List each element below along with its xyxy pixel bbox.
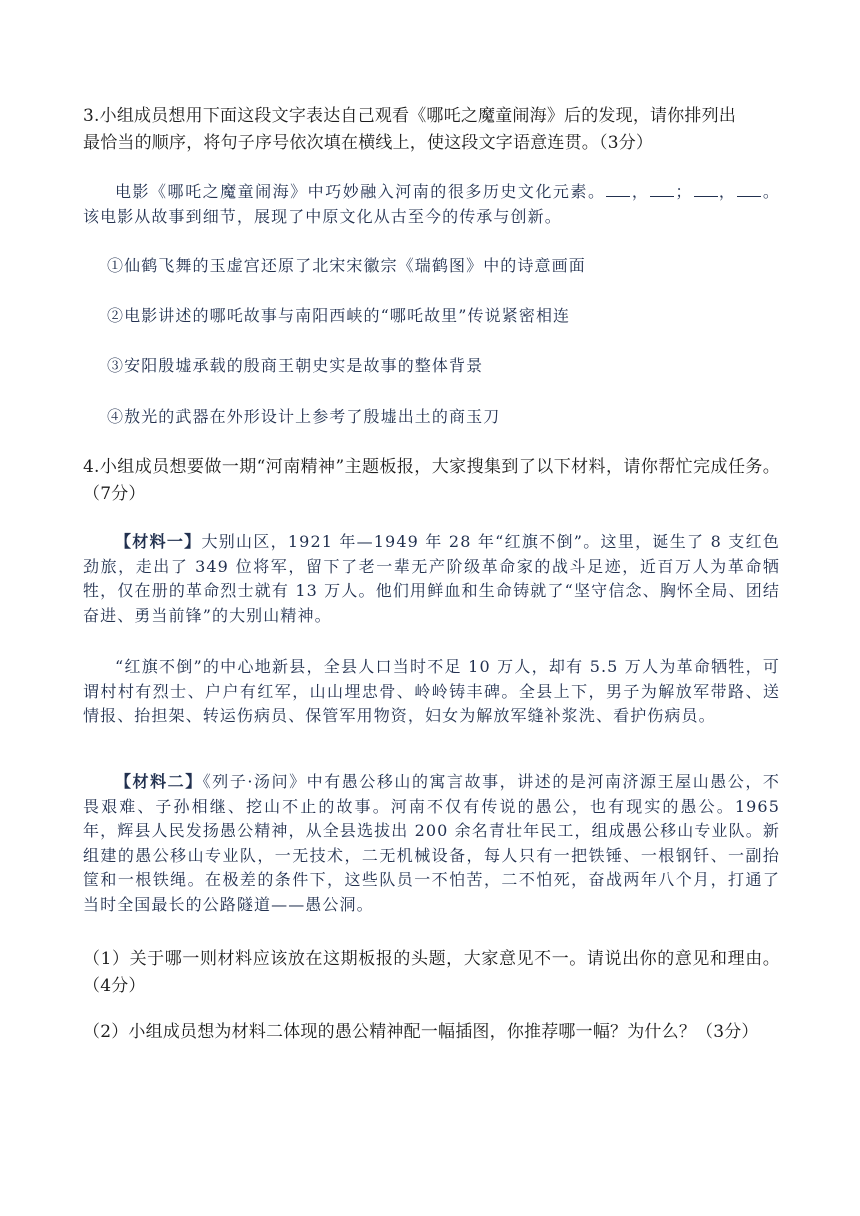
answer-blank-4[interactable] — [737, 182, 761, 197]
material-1-title: 【材料一】 — [115, 532, 202, 551]
option-2: ②电影讲述的哪吒故事与南阳西峡的“哪吒故里”传说紧密相连 — [107, 306, 571, 325]
option-4: ④敖光的武器在外形设计上参考了殷墟出土的商玉刀 — [107, 407, 501, 426]
answer-blank-2[interactable] — [650, 182, 674, 197]
question-3-line-1: 3.小组成员想用下面这段文字表达自己观看《哪吒之魔童闹海》后的发现，请你排列出 — [83, 106, 737, 126]
answer-blank-1[interactable] — [606, 182, 630, 197]
question-3-passage: 电影《哪吒之魔童闹海》中巧妙融入河南的很多历史文化元素。 ， ； ， 。该电影从故事到细节，展现了中原文化从古至今的传承与创新。 — [83, 182, 780, 226]
material-1-paragraph-2: “红旗不倒”的中心地新县，全县人口当时不足 10 万人，却有 5.5 万人为革命牺牲，可谓村村有烈士、户户有红军，山山埋忠骨、岭岭铸丰碑。全县上下，男子为解放军带路、送情报、抬担架、转运伤病员、保管军用物资，妇女为解放军缝补浆洗、看护伤病员。 — [83, 657, 780, 725]
answer-blank-3[interactable] — [694, 182, 718, 197]
option-3: ③安阳殷墟承载的殷商王朝史实是故事的整体背景 — [107, 356, 484, 375]
question-4-prompt: 4.小组成员想要做一期“河南精神”主题板报，大家搜集到了以下材料，请你帮忙完成任务。（7分） — [83, 457, 780, 504]
passage-closing: 该电影从故事到细节，展现了中原文化从古至今的传承与创新。 — [83, 206, 562, 226]
material-1-paragraph-1: 【材料一】大别山区，1921 年—1949 年 28 年“红旗不倒”。这里，诞生了 8 支红色劲旅，走出了 349 位将军，留下了老一辈无产阶级革命家的战斗足迹，近百万人为革命牺牲，仅在册的革命烈士就有 13 万人。他们用鲜血和生命铸就了“坚守信念、胸怀全局、团结奋进、勇当前锋”的大别山精神。 — [83, 532, 780, 625]
sub-question-2: （2）小组成员想为材料二体现的愚公精神配一幅插图，你推荐哪一幅？为什么？（3分） — [83, 1022, 759, 1042]
material-2-title: 【材料二】 — [115, 772, 203, 791]
material-2-paragraph: 【材料二】《列子·汤问》中有愚公移山的寓言故事，讲述的是河南济源王屋山愚公，不畏艰难、子孙相继、挖山不止的故事。河南不仅有传说的愚公，也有现实的愚公。1965 年，辉县人民发扬愚公精神，从全县选拔出 200 余名青壮年民工，组成愚公移山专业队。新组建的愚公移山专业队，一无技术，二无机械设备，每人只有一把铁锤、一根钢钎、一副抬筐和一根铁绳。在极差的条件下，这些队员一不怕苦，二不怕死，奋战两年八个月，打通了当时全国最长的公路隧道——愚公洞。 — [83, 772, 780, 914]
question-3-prompt — [83, 103, 780, 157]
question-3-line-2: 最恰当的顺序，将句子序号依次填在横线上，使这段文字语意连贯。（3分） — [83, 133, 654, 153]
sub-question-1: （1）关于哪一则材料应该放在这期板报的头题，大家意见不一。请说出你的意见和理由。（4分） — [83, 949, 780, 996]
option-1: ①仙鹤飞舞的玉虚宫还原了北宋宋徽宗《瑞鹤图》中的诗意画面 — [107, 256, 586, 275]
passage-opening: 电影《哪吒之魔童闹海》中巧妙融入河南的很多历史文化元素。 — [115, 182, 606, 201]
